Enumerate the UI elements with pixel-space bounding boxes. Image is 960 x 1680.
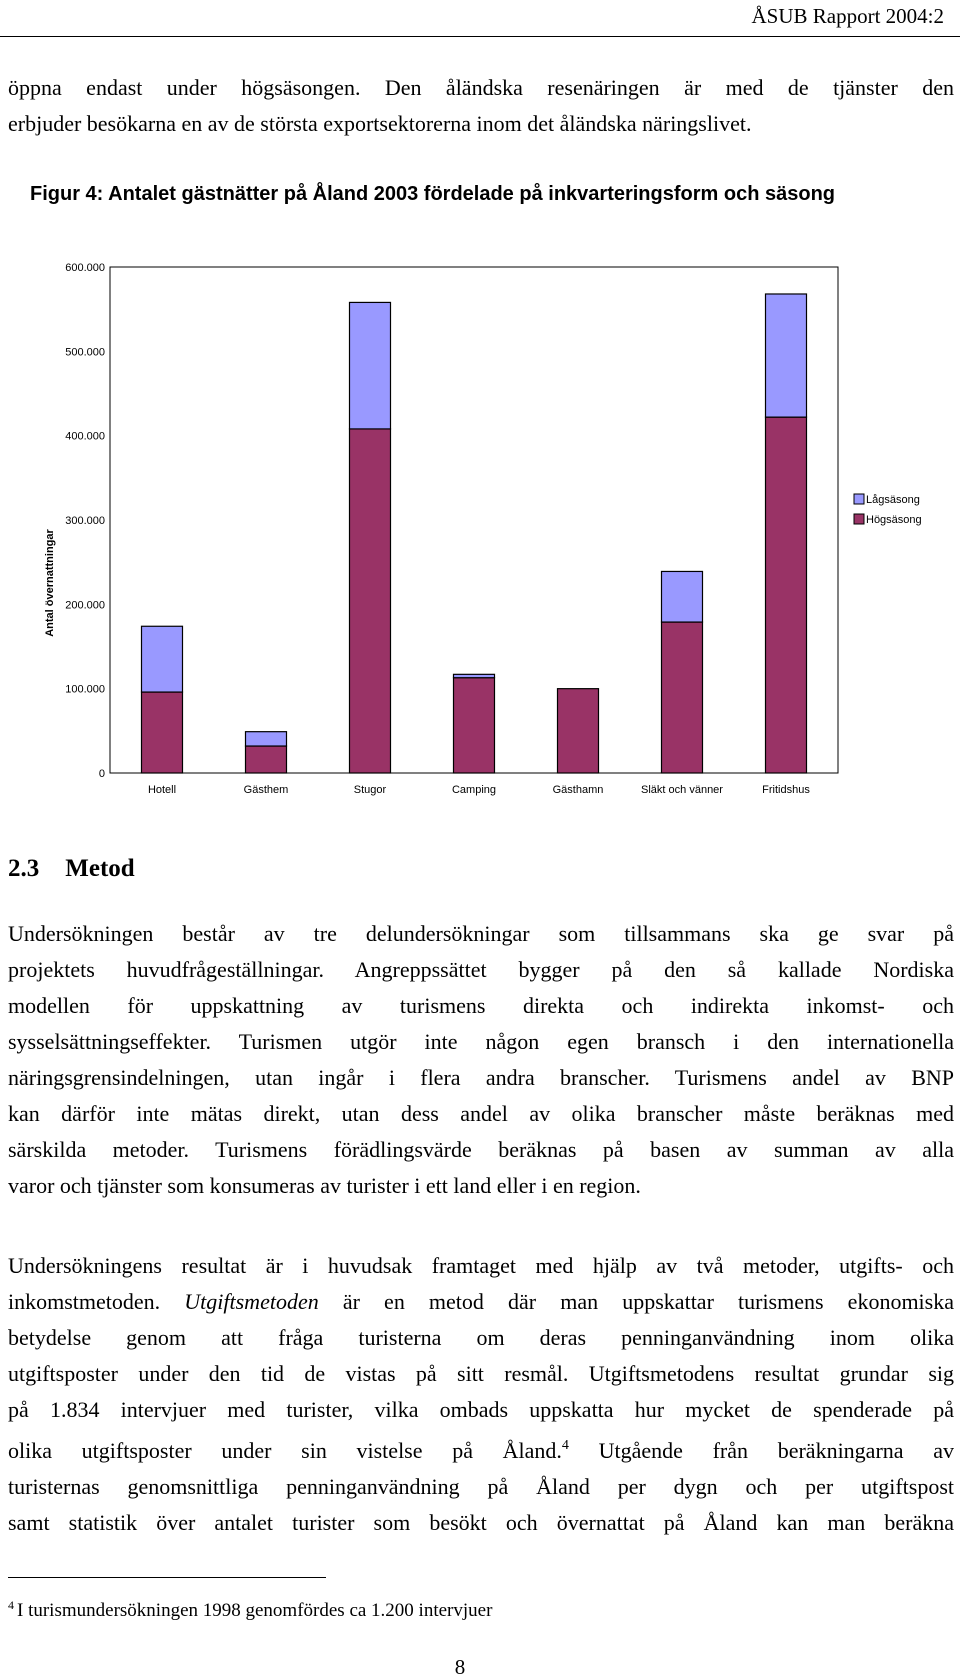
bar-segment bbox=[350, 302, 391, 429]
bar-segment bbox=[142, 692, 183, 773]
bar-segment bbox=[766, 417, 807, 773]
intro-paragraph bbox=[8, 70, 954, 142]
report-header: ÅSUB Rapport 2004:2 bbox=[751, 4, 944, 28]
y-tick-label: 600.000 bbox=[65, 262, 105, 274]
chart-legend bbox=[854, 494, 922, 526]
text-line: betydelse genom att fråga turisterna om deras penninganvändning inom olika bbox=[8, 1325, 954, 1350]
chart-y-tick-labels bbox=[65, 262, 105, 780]
y-tick-label: 100.000 bbox=[65, 683, 105, 696]
header-rule bbox=[0, 36, 960, 37]
y-tick-label: 0 bbox=[98, 768, 105, 780]
text-line: på 1.834 intervjuer med turister, vilka ombads uppskatta hur mycket de spenderade på bbox=[8, 1397, 954, 1422]
chart-x-tick-labels bbox=[148, 784, 810, 796]
text-line: Undersökningen består av tre delundersökningar som tillsammans ska ge svar på bbox=[8, 921, 954, 946]
text-line: särskilda metoder. Turismens förädlingsvärde beräknas på basen av summan av alla bbox=[8, 1137, 954, 1162]
footnote-number: 4 bbox=[8, 1598, 14, 1612]
method-paragraph-2 bbox=[8, 1248, 954, 1541]
y-axis-label: Antal övernattningar bbox=[44, 529, 56, 637]
bar-segment bbox=[558, 689, 599, 773]
x-tick-label: Fritidshus bbox=[762, 784, 810, 796]
section-title: Metod bbox=[65, 855, 135, 882]
page-number: 8 bbox=[454, 1655, 466, 1679]
footnote-rule bbox=[8, 1577, 326, 1578]
x-tick-label: Gästhem bbox=[243, 784, 289, 796]
text-span: är en metod där man uppskattar turismens ekonomiska bbox=[318, 1289, 954, 1314]
text-line: samt statistik över antalet turister som besökt och övernattat på Åland kan man beräkna bbox=[8, 1510, 954, 1535]
text-line: modellen för uppskattning av turismens direkta och indirekta inkomst- och bbox=[8, 993, 954, 1018]
text-line: sysselsättningseffekter. Turismen utgör inte någon egen bransch i den internationella bbox=[8, 1029, 954, 1054]
x-tick-label: Gästhamn bbox=[552, 784, 604, 796]
footnote-reference[interactable]: 4 bbox=[561, 1438, 569, 1453]
bar-segment bbox=[454, 678, 495, 773]
text-line bbox=[8, 1428, 954, 1469]
bar-segment bbox=[662, 571, 703, 622]
stacked-bar-chart bbox=[0, 250, 960, 800]
legend-label: Högsäsong bbox=[866, 514, 922, 526]
footnote-text: I turismundersökningen 1998 genomfördes ca 1.200 intervjuer bbox=[17, 1600, 493, 1621]
y-tick-label: 300.000 bbox=[65, 515, 105, 527]
y-tick-label: 500.000 bbox=[65, 346, 105, 359]
text-line: näringsgrensindelningen, utan ingår i flera andra branscher. Turismens andel av BNP bbox=[8, 1065, 954, 1090]
bar-segment bbox=[142, 626, 183, 692]
y-tick-label: 200.000 bbox=[65, 599, 105, 612]
x-tick-label: Släkt och vänner bbox=[641, 784, 723, 796]
text-line: erbjuder besökarna en av de största exportsektorerna inom det åländska näringslivet. bbox=[8, 111, 752, 136]
bar-segment bbox=[246, 732, 287, 746]
text-line: öppna endast under högsäsongen. Den åländska resenäringen är med de tjänster den bbox=[8, 75, 954, 100]
bar-segment bbox=[662, 622, 703, 773]
chart-bars bbox=[142, 294, 807, 773]
section-number: 2.3 bbox=[8, 855, 40, 882]
bar-segment bbox=[350, 429, 391, 773]
text-line: turisternas genomsnittliga penninganvändning på Åland per dygn och per utgiftspost bbox=[8, 1474, 954, 1499]
legend-swatch bbox=[854, 494, 864, 504]
text-line: utgiftsposter under den tid de vistas på sitt resmål. Utgiftsmetodens resultat grundar sig bbox=[8, 1361, 954, 1386]
figure-title: Figur 4: Antalet gästnätter på Åland 2003 fördelade på inkvarteringsform och säsong bbox=[30, 183, 835, 205]
text-span: inkomstmetoden. bbox=[8, 1289, 185, 1314]
legend-swatch bbox=[854, 514, 864, 524]
text-line: Undersökningens resultat är i huvudsak framtaget med hjälp av två metoder, utgifts- och bbox=[8, 1253, 954, 1278]
italic-term: Utgiftsmetoden bbox=[184, 1289, 319, 1314]
section-heading bbox=[8, 855, 135, 883]
text-line: kan därför inte mätas direkt, utan dess andel av olika branscher måste beräknas med bbox=[8, 1101, 954, 1126]
text-line: projektets huvudfrågeställningar. Angreppssättet bygger på den så kallade Nordiska bbox=[8, 957, 954, 982]
bar-segment bbox=[766, 294, 807, 417]
x-tick-label: Camping bbox=[451, 784, 497, 796]
y-tick-label: 400.000 bbox=[65, 430, 105, 443]
x-tick-label: Hotell bbox=[147, 784, 177, 796]
bar-segment bbox=[246, 746, 287, 773]
text-span: olika utgiftsposter under sin vistelse på Åland. bbox=[8, 1438, 562, 1463]
legend-label: Lågsäsong bbox=[866, 494, 920, 506]
x-tick-label: Stugor bbox=[353, 784, 387, 796]
footnote bbox=[8, 1598, 492, 1622]
method-paragraph-1 bbox=[8, 916, 954, 1204]
text-line: varor och tjänster som konsumeras av turister i ett land eller i en region. bbox=[8, 1173, 641, 1198]
bar-segment bbox=[454, 674, 495, 677]
text-line bbox=[8, 1284, 954, 1320]
text-span: Utgående från beräkningarna av bbox=[568, 1438, 954, 1463]
